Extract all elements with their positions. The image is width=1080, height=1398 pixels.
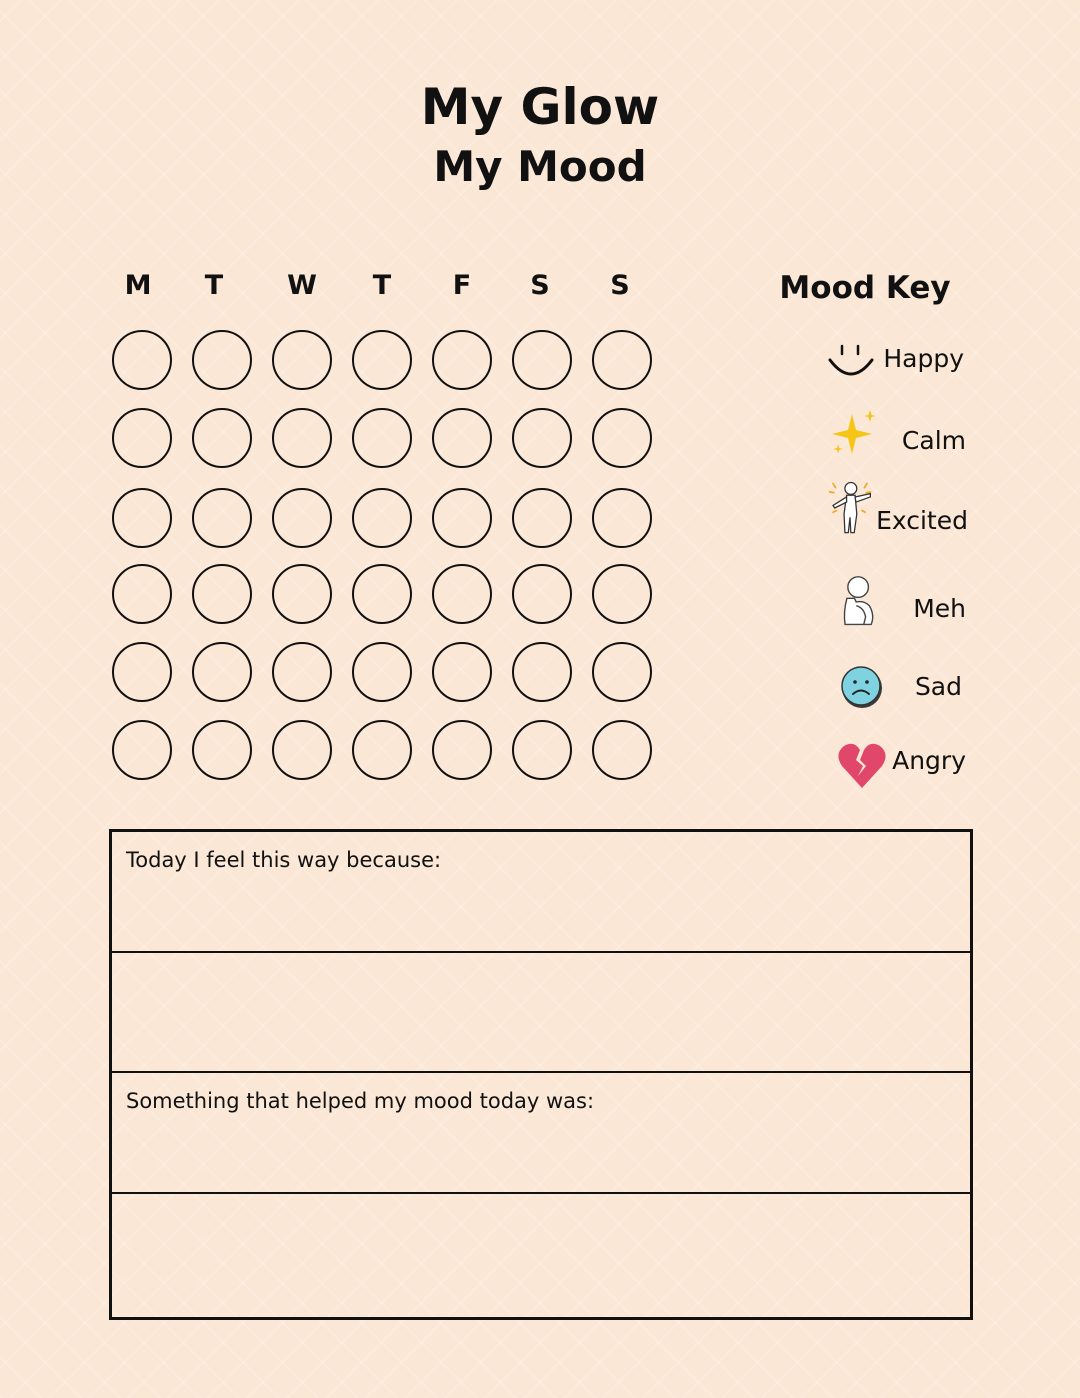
- day-header-tue: T: [204, 270, 224, 301]
- mood-circle-r5-c1[interactable]: [112, 642, 172, 702]
- mood-circle-r6-c6[interactable]: [512, 720, 572, 780]
- mood-circle-r6-c5[interactable]: [432, 720, 492, 780]
- mood-circle-r1-c3[interactable]: [272, 330, 332, 390]
- journal-row-4[interactable]: [112, 1194, 970, 1317]
- journal-prompt-helped: Something that helped my mood today was:: [126, 1089, 595, 1113]
- mood-circle-r6-c4[interactable]: [352, 720, 412, 780]
- mood-label-meh: Meh: [913, 594, 966, 623]
- page-subtitle: My Mood: [433, 142, 647, 191]
- mood-label-excited: Excited: [876, 506, 968, 535]
- mood-circle-r6-c1[interactable]: [112, 720, 172, 780]
- journal-box: [109, 829, 973, 1320]
- mood-circle-r6-c7[interactable]: [592, 720, 652, 780]
- mood-circle-r4-c5[interactable]: [432, 564, 492, 624]
- journal-prompt-feel: Today I feel this way because:: [126, 848, 442, 872]
- mood-circle-r3-c5[interactable]: [432, 488, 492, 548]
- mood-circle-r3-c7[interactable]: [592, 488, 652, 548]
- day-header-sat: S: [530, 270, 550, 301]
- mood-label-happy: Happy: [883, 344, 964, 373]
- mood-circle-r3-c1[interactable]: [112, 488, 172, 548]
- mood-circle-r3-c2[interactable]: [192, 488, 252, 548]
- mood-circle-r1-c2[interactable]: [192, 330, 252, 390]
- mood-circle-r4-c7[interactable]: [592, 564, 652, 624]
- mood-circle-r5-c5[interactable]: [432, 642, 492, 702]
- mood-circle-r6-c3[interactable]: [272, 720, 332, 780]
- mood-circle-r6-c2[interactable]: [192, 720, 252, 780]
- mood-circle-r5-c4[interactable]: [352, 642, 412, 702]
- mood-circle-r2-c5[interactable]: [432, 408, 492, 468]
- mood-circle-r3-c4[interactable]: [352, 488, 412, 548]
- mood-circle-r5-c2[interactable]: [192, 642, 252, 702]
- mood-circle-r1-c5[interactable]: [432, 330, 492, 390]
- mood-circle-r2-c2[interactable]: [192, 408, 252, 468]
- day-header-thu: T: [372, 270, 392, 301]
- mood-circle-r4-c6[interactable]: [512, 564, 572, 624]
- mood-label-calm: Calm: [901, 426, 966, 455]
- mood-circle-r2-c3[interactable]: [272, 408, 332, 468]
- page-title: My Glow: [420, 78, 660, 136]
- mood-circle-r3-c3[interactable]: [272, 488, 332, 548]
- mood-circle-r5-c3[interactable]: [272, 642, 332, 702]
- day-header-wed: W: [287, 270, 317, 301]
- day-header-mon: M: [124, 270, 152, 301]
- mood-label-angry: Angry: [892, 746, 966, 775]
- mood-circle-r2-c7[interactable]: [592, 408, 652, 468]
- journal-row-1[interactable]: [112, 832, 970, 953]
- mood-circle-r4-c3[interactable]: [272, 564, 332, 624]
- mood-circle-r1-c4[interactable]: [352, 330, 412, 390]
- mood-circle-r4-c1[interactable]: [112, 564, 172, 624]
- mood-circle-r5-c7[interactable]: [592, 642, 652, 702]
- mood-circle-r4-c4[interactable]: [352, 564, 412, 624]
- mood-circle-r3-c6[interactable]: [512, 488, 572, 548]
- mood-circle-r2-c4[interactable]: [352, 408, 412, 468]
- mood-label-sad: Sad: [914, 672, 962, 701]
- mood-circle-r5-c6[interactable]: [512, 642, 572, 702]
- mood-circle-r4-c2[interactable]: [192, 564, 252, 624]
- day-header-sun: S: [610, 270, 630, 301]
- mood-circle-r2-c1[interactable]: [112, 408, 172, 468]
- mood-circle-r2-c6[interactable]: [512, 408, 572, 468]
- journal-row-2[interactable]: [112, 953, 970, 1073]
- mood-circle-r1-c6[interactable]: [512, 330, 572, 390]
- mood-circle-r1-c1[interactable]: [112, 330, 172, 390]
- mood-key-title: Mood Key: [779, 270, 951, 306]
- day-header-fri: F: [452, 270, 472, 301]
- mood-circle-r1-c7[interactable]: [592, 330, 652, 390]
- journal-row-3[interactable]: [112, 1073, 970, 1194]
